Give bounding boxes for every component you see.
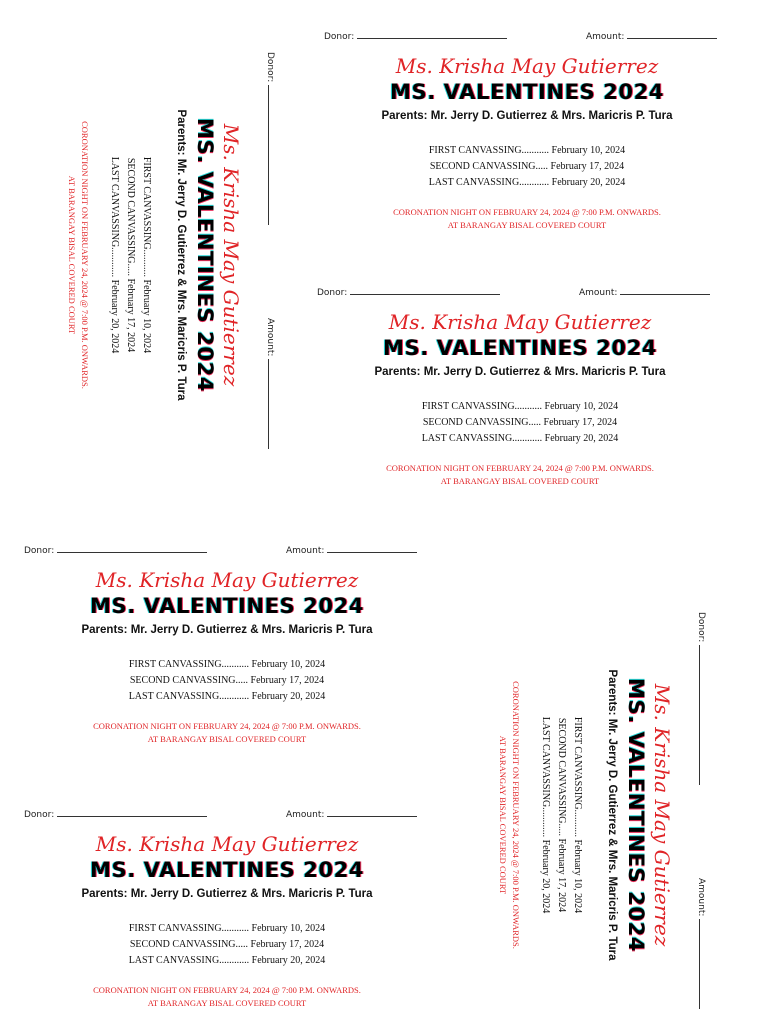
donor-blank-line — [350, 286, 500, 295]
parents-line: Parents: Mr. Jerry D. Gutierrez & Mrs. Maricris P. Tura — [81, 624, 373, 636]
canvassing-schedule — [20, 657, 434, 705]
coronation-notice — [20, 984, 434, 1010]
schedule-last: LAST CANVASSING............ February 20, 2024 — [128, 691, 326, 702]
event-title: MS. VALENTINES 2024 — [382, 336, 658, 360]
schedule-last: LAST CANVASSING............ February 20, 2024 — [128, 955, 326, 966]
amount-label: Amount: — [586, 32, 625, 42]
amount-label: Amount: — [696, 878, 706, 917]
event-title: MS. VALENTINES 2024 — [89, 858, 365, 882]
coronation-notice — [320, 206, 734, 232]
donor-label: Donor: — [24, 546, 55, 556]
parents-line: Parents: Mr. Jerry D. Gutierrez & Mrs. Maricris P. Tura — [81, 888, 373, 900]
candidate-name: Ms. Krisha May Gutierrez — [95, 568, 359, 592]
coronation-date: CORONATION NIGHT ON FEBRUARY 24, 2024 @ 7:00 P.M. ONWARDS. — [393, 207, 661, 217]
donor-blank-line — [57, 808, 207, 817]
schedule-first: FIRST CANVASSING........... February 10, 2024 — [428, 145, 626, 156]
amount-label: Amount: — [579, 288, 618, 298]
amount-field — [286, 808, 417, 820]
donor-field — [696, 612, 708, 785]
donation-ticket-1 — [320, 30, 734, 245]
amount-blank-line — [268, 359, 277, 449]
coronation-date: CORONATION NIGHT ON FEBRUARY 24, 2024 @ 7:00 P.M. ONWARDS. — [386, 463, 654, 473]
donor-field — [24, 808, 207, 820]
schedule-first: FIRST CANVASSING........... February 10, 2024 — [128, 659, 326, 670]
candidate-name: Ms. Krisha May Gutierrez — [395, 54, 659, 78]
schedule-second: SECOND CANVASSING..... February 17, 2024 — [429, 161, 625, 172]
donor-field — [324, 30, 507, 42]
parents-line: Parents: Mr. Jerry D. Gutierrez & Mrs. Maricris P. Tura — [175, 109, 187, 401]
candidate-name: Ms. Krisha May Gutierrez — [650, 683, 674, 947]
canvassing-schedule — [320, 143, 734, 191]
coronation-notice — [65, 48, 91, 462]
amount-field — [286, 544, 417, 556]
schedule-second: SECOND CANVASSING..... February 17, 2024 — [556, 717, 567, 913]
coronation-date: CORONATION NIGHT ON FEBRUARY 24, 2024 @ 7:00 P.M. ONWARDS. — [511, 681, 521, 949]
coronation-date: CORONATION NIGHT ON FEBRUARY 24, 2024 @ 7:00 P.M. ONWARDS. — [93, 985, 361, 995]
donation-ticket-6 — [473, 608, 708, 1022]
donor-field — [265, 52, 277, 225]
donation-ticket-4 — [20, 808, 434, 1023]
coronation-notice — [496, 608, 522, 1022]
amount-blank-line — [627, 30, 717, 39]
amount-blank-line — [699, 919, 708, 1009]
canvassing-schedule — [20, 921, 434, 969]
schedule-first: FIRST CANVASSING........... February 10, 2024 — [141, 156, 152, 354]
amount-blank-line — [327, 544, 417, 553]
coronation-notice — [313, 462, 727, 488]
schedule-first: FIRST CANVASSING........... February 10, 2024 — [128, 923, 326, 934]
coronation-venue: AT BARANGAY BISAL COVERED COURT — [147, 998, 307, 1008]
schedule-last: LAST CANVASSING............ February 20, 2024 — [540, 716, 551, 914]
parents-line: Parents: Mr. Jerry D. Gutierrez & Mrs. Maricris P. Tura — [374, 366, 666, 378]
parents-line: Parents: Mr. Jerry D. Gutierrez & Mrs. Maricris P. Tura — [381, 110, 673, 122]
schedule-last: LAST CANVASSING............ February 20, 2024 — [109, 156, 120, 354]
donor-blank-line — [268, 85, 277, 225]
schedule-second: SECOND CANVASSING..... February 17, 2024 — [129, 675, 325, 686]
coronation-venue: AT BARANGAY BISAL COVERED COURT — [498, 735, 508, 895]
coronation-venue: AT BARANGAY BISAL COVERED COURT — [147, 734, 307, 744]
donor-label: Donor: — [696, 612, 706, 643]
donor-field — [317, 286, 500, 298]
amount-label: Amount: — [286, 810, 325, 820]
donation-ticket-3 — [20, 544, 434, 759]
parents-line: Parents: Mr. Jerry D. Gutierrez & Mrs. Maricris P. Tura — [606, 669, 618, 961]
canvassing-schedule — [537, 608, 585, 1022]
candidate-name: Ms. Krisha May Gutierrez — [388, 310, 652, 334]
candidate-name: Ms. Krisha May Gutierrez — [219, 123, 243, 387]
event-title: MS. VALENTINES 2024 — [389, 80, 665, 104]
schedule-last: LAST CANVASSING............ February 20, 2024 — [421, 433, 619, 444]
donor-blank-line — [699, 645, 708, 785]
schedule-second: SECOND CANVASSING..... February 17, 2024 — [125, 157, 136, 353]
amount-blank-line — [327, 808, 417, 817]
coronation-venue: AT BARANGAY BISAL COVERED COURT — [440, 476, 600, 486]
schedule-last: LAST CANVASSING............ February 20, 2024 — [428, 177, 626, 188]
amount-field — [696, 878, 708, 1009]
candidate-name: Ms. Krisha May Gutierrez — [95, 832, 359, 856]
donor-label: Donor: — [317, 288, 348, 298]
canvassing-schedule — [313, 399, 727, 447]
coronation-date: CORONATION NIGHT ON FEBRUARY 24, 2024 @ 7:00 P.M. ONWARDS. — [93, 721, 361, 731]
donor-blank-line — [357, 30, 507, 39]
schedule-first: FIRST CANVASSING........... February 10, 2024 — [421, 401, 619, 412]
event-title: MS. VALENTINES 2024 — [624, 677, 648, 953]
amount-field — [586, 30, 717, 42]
donor-label: Donor: — [24, 810, 55, 820]
coronation-venue: AT BARANGAY BISAL COVERED COURT — [67, 175, 77, 335]
coronation-date: CORONATION NIGHT ON FEBRUARY 24, 2024 @ 7:00 P.M. ONWARDS. — [80, 121, 90, 389]
donor-field — [24, 544, 207, 556]
event-title: MS. VALENTINES 2024 — [193, 117, 217, 393]
canvassing-schedule — [106, 48, 154, 462]
donor-label: Donor: — [265, 52, 275, 83]
donor-blank-line — [57, 544, 207, 553]
schedule-first: FIRST CANVASSING........... February 10, 2024 — [572, 716, 583, 914]
amount-blank-line — [620, 286, 710, 295]
donation-ticket-2 — [313, 286, 727, 501]
donor-label: Donor: — [324, 32, 355, 42]
coronation-venue: AT BARANGAY BISAL COVERED COURT — [447, 220, 607, 230]
coronation-notice — [20, 720, 434, 746]
amount-field — [265, 318, 277, 449]
schedule-second: SECOND CANVASSING..... February 17, 2024 — [129, 939, 325, 950]
amount-field — [579, 286, 710, 298]
amount-label: Amount: — [286, 546, 325, 556]
schedule-second: SECOND CANVASSING..... February 17, 2024 — [422, 417, 618, 428]
donation-ticket-5 — [42, 48, 277, 462]
amount-label: Amount: — [265, 318, 275, 357]
event-title: MS. VALENTINES 2024 — [89, 594, 365, 618]
